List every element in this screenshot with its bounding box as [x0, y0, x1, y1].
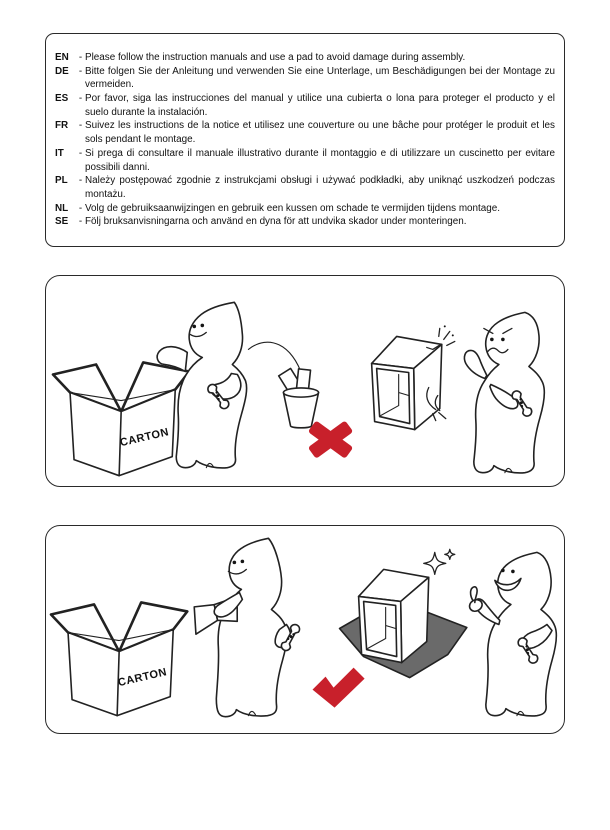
- language-code: DE: [55, 65, 69, 77]
- carton-label: CARTON: [118, 426, 171, 450]
- notice-item-se: [55, 215, 555, 229]
- language-code: ES: [55, 93, 69, 105]
- separator: -: [78, 175, 83, 187]
- carton-label: CARTON: [116, 666, 169, 690]
- separator: -: [78, 202, 83, 214]
- notice-item-nl: [55, 202, 555, 216]
- worried-character: [464, 312, 544, 473]
- notice-item-pl: [55, 174, 555, 201]
- notice-item-es: [55, 92, 555, 119]
- happy-character: [467, 552, 556, 716]
- notice-text: Por favor, siga las instrucciones del manual y utilice una cubierta o lona para proteger el producto y el suelo durante la instalación.: [85, 93, 555, 118]
- notice-text: Följ bruksanvisningarna och använd en dyna för att undvika skador under monteringen.: [85, 216, 467, 228]
- notice-item-de: [55, 65, 555, 92]
- panel-right-way: [45, 525, 565, 734]
- notice-item-en: [55, 51, 555, 65]
- notice-text: Please follow the instruction manuals and use a pad to avoid damage during assembly.: [85, 51, 466, 63]
- panel-wrong-way: [45, 275, 565, 487]
- language-code: NL: [55, 202, 69, 214]
- separator: -: [78, 93, 83, 105]
- notice-text: Suivez les instructions de la notice et utilisez une couverture ou une bâche pour protéger le produit et les sols pendant le montage.: [85, 120, 555, 146]
- separator: -: [78, 65, 83, 77]
- cross-mark-icon: [308, 420, 354, 458]
- separator: -: [78, 216, 83, 228]
- language-code: PL: [55, 175, 68, 187]
- toss-into-trash: [248, 342, 318, 428]
- language-code: IT: [55, 147, 64, 159]
- notice-item-it: [55, 147, 555, 174]
- notice-text: Bitte folgen Sie der Anleitung und verwenden Sie eine Unterlage, um Beschädigungen bei der Montage zu vermeiden.: [85, 65, 555, 91]
- sparkle-icon: [424, 549, 455, 574]
- damaged-cube: [372, 325, 455, 429]
- carton-box: [53, 362, 189, 475]
- separator: -: [78, 120, 83, 132]
- separator: -: [78, 147, 83, 159]
- language-code: EN: [55, 51, 69, 63]
- check-mark-icon: [313, 668, 365, 708]
- notice-text: Volg de gebruiksaanwijzingen en gebruik een kussen om schade te vermijden tijdens montage.: [85, 202, 501, 214]
- carton-box: [51, 602, 187, 715]
- assembled-cube: [359, 569, 429, 662]
- notice-text: Należy postępować zgodnie z instrukcjami obsługi i używać podkładki, aby uniknąć uszkodzeń podczas montażu.: [85, 175, 555, 200]
- language-code: FR: [55, 120, 69, 132]
- language-code: SE: [55, 216, 69, 228]
- notice-text: Si prega di consultare il manuale illustrativo durante il montaggio e di utilizzare un cuscinetto per evitare possibili danni.: [85, 147, 555, 173]
- character-reading-manual: [190, 538, 301, 716]
- separator: -: [78, 51, 83, 63]
- notice-box: [45, 33, 565, 247]
- notice-item-fr: [55, 119, 555, 146]
